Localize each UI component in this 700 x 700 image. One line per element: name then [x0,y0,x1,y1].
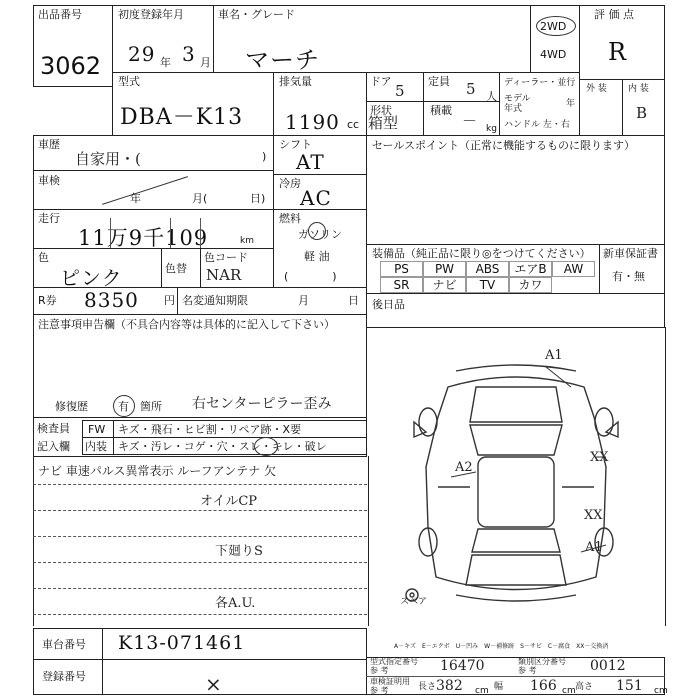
drive-circle [536,16,576,36]
rule-1 [33,484,367,485]
shift-value: AT [296,150,325,174]
repair-value: 有 [118,400,129,413]
repair-label: 修復歴 [55,400,88,413]
mark-a1-top: A1 [545,348,563,363]
equipment-item-2: PW [423,261,466,277]
height-unit: cm [654,686,668,696]
lot-number: 3062 [40,52,102,80]
inspector-label-2: 記入欄 [37,440,70,453]
note-line-2: オイルCP [200,494,258,509]
equipment-item-7: ナビ [423,277,466,293]
name-change-month: 月 [298,294,309,307]
reg-value: × [205,672,222,696]
note-line-1: ナビ 車速パルス異常表示 ルーフアンテナ 欠 [38,464,277,478]
int-label: 内装 [85,440,107,453]
dealer-label: ディーラー・並行 [504,78,576,88]
mileage-value: 11万9千109 [78,226,209,250]
inspection-day: 日) [250,192,266,205]
rule-5 [33,588,367,589]
load-value: － [462,112,478,130]
inspection-label: 車検 [38,174,60,187]
equipment-label: 装備品（純正品に限り◎をつけてください） [372,247,591,260]
exterior-label: 外 装 [586,84,607,94]
cert-label: 車検証明用 参 考 [370,677,410,695]
grade-value: R [608,38,628,66]
footer-mid-line [366,676,665,677]
load-unit: kg [486,124,497,134]
shape-value: 箱型 [368,114,399,132]
length-value: 382 [436,678,463,694]
mileage-label: 走行 [38,212,60,225]
equipment-item-6: SR [380,277,423,293]
displacement-value: 1190 [285,110,340,134]
repair-part-value: 右センターピラー歪み [192,396,332,412]
first-reg-year: 29 [128,42,156,66]
inspection-year: 年 [130,192,141,205]
load-label: 積載 [430,104,452,117]
int-text: キズ・汚レ・コゲ・穴・スレ・キレ・破レ [118,440,327,453]
fw-label: FW [88,423,106,436]
mark-a1-bottom: A1 [585,540,603,555]
ac-value: AC [300,186,332,210]
height-value: 151 [616,678,643,694]
name-change-day: 日 [348,294,359,307]
type-designation-label: 型式指定番号 参 考 [370,657,418,675]
roof-outline [478,457,554,527]
car-diagram [366,327,666,627]
reg-label: 登録番号 [42,670,86,683]
equipment-grid [380,261,596,293]
ac-label: 冷房 [279,177,301,190]
body-outline [426,377,606,590]
rear-bumper [456,595,576,601]
history-close: ) [262,150,267,163]
trunk-outline [466,555,566,585]
type-label: 型式 [118,75,140,88]
mark-xx-1: XX [590,450,609,465]
equipment-item-1: PS [380,261,423,277]
name-change-label: 名変通知期限 [182,294,248,307]
lot-label: 出品番号 [38,8,82,21]
interior-value: B [636,104,648,122]
capacity-unit: 人 [486,90,497,103]
drive-2wd: 2WD [540,20,567,33]
color-label: 色 [38,251,49,264]
warranty-label: 新車保証書 [603,247,658,260]
width-value: 166 [530,678,557,694]
repair-circle [113,395,135,417]
first-reg-year-unit: 年 [160,56,171,69]
wheel-fr [595,408,613,436]
category-value: 0012 [590,658,626,674]
rule-3 [33,536,367,537]
inspection-month: 月( [192,192,208,205]
height-label: 高さ [575,682,594,692]
type-value: DBA－K13 [120,105,244,130]
equipment-item-8: TV [466,277,509,293]
note-line-3: 下廻りS [215,544,263,559]
equipment-item-5: AW [552,261,595,277]
capacity-label: 定員 [428,75,450,88]
color-value: ピンク [60,266,123,290]
wheel-rl [419,528,437,556]
history-label: 車歴 [38,138,60,151]
history-value: 自家用・( [75,150,141,168]
note-line-4: 各A.U. [215,596,256,611]
fuel-diesel: 軽 油 [304,250,330,263]
first-reg-label: 初度登録年月 [118,8,184,21]
category-label: 類別区分番号 参 考 [518,657,566,675]
hood-outline [470,387,562,422]
rule-4 [33,562,367,563]
model-value: マーチ [245,46,320,74]
color-change-label: 色替 [165,262,187,275]
model-year-unit: 年 [566,99,576,109]
recycle-label: R券 [38,294,57,307]
grade-label: 評 価 点 [594,8,634,21]
rear-window-outline [472,529,560,552]
notes-label: 注意事項申告欄（不具合内容等は具体的に記入して下さい） [38,318,335,331]
recycle-value: 8350 [84,288,139,312]
wheel-fl [419,408,437,436]
length-label: 長さ [418,682,437,692]
equipment-item-4: エアB [509,261,552,277]
mileage-divider-3 [200,218,201,248]
doors-label: ドア [370,75,392,88]
model-label: 車名・グレード [218,8,295,21]
shift-label: シフト [279,138,312,151]
width-label: 幅 [494,682,504,692]
rule-2 [33,510,367,511]
repair-part-label: 箇所 [140,400,162,413]
drive-4wd: 4WD [540,48,567,61]
rule-6 [33,614,367,615]
interior-label: 内 装 [628,84,649,94]
windshield-outline [470,425,562,455]
color-code-value: NAR [206,266,242,284]
capacity-value: 5 [466,80,476,98]
color-code-label: 色コード [204,251,248,264]
mileage-divider-1 [110,218,111,248]
fuel-label: 燃料 [279,212,301,225]
first-reg-month: 3 [182,42,196,66]
note-lines [33,456,369,626]
equipment-item-9: カワ [509,277,552,293]
rear-items-label: 後日品 [372,298,405,311]
mileage-divider-2 [170,218,171,248]
fuel-gas: ガソリン [298,228,342,241]
inspection-box [33,170,274,210]
shape-label: 形状 [370,104,392,117]
doors-value: 5 [395,82,405,100]
sales-point-label: セールスポイント（正常に機能するものに限ります） [372,139,636,152]
rear-items-box [366,293,665,328]
fuel-gas-circle [308,222,326,240]
width-unit: cm [562,686,576,696]
warranty-value: 有・無 [612,270,645,283]
displacement-label: 排気量 [279,75,312,88]
int-circle [254,437,278,456]
diagram-legend: A－キズ E－エクボ U－凹み W－補修跡 S－サビ C－腐食 XX－交換済 [394,643,609,650]
equipment-item-3: ABS [466,261,509,277]
recycle-unit: 円 [164,294,175,307]
inspector-label-1: 検査員 [37,422,70,435]
spare-label: スペア [400,597,428,607]
chassis-value: K13-071461 [118,632,246,654]
handle-label: ハンドル 左・右 [504,120,570,130]
model-year-label: モデル 年式 [504,94,531,114]
mark-a2: A2 [455,460,473,475]
displacement-unit: cc [347,118,360,131]
front-bumper [456,365,576,371]
fuel-paren: ( ) [284,270,337,283]
first-reg-month-unit: 月 [200,56,211,69]
fw-text: キズ・飛石・ヒビ割・リペア跡・X要 [118,423,302,436]
chassis-label: 車台番号 [42,638,86,651]
mileage-unit: km [240,236,254,246]
length-unit: cm [475,686,489,696]
type-designation-value: 16470 [440,658,485,674]
history-box [33,135,274,171]
mark-xx-2: XX [584,508,603,523]
